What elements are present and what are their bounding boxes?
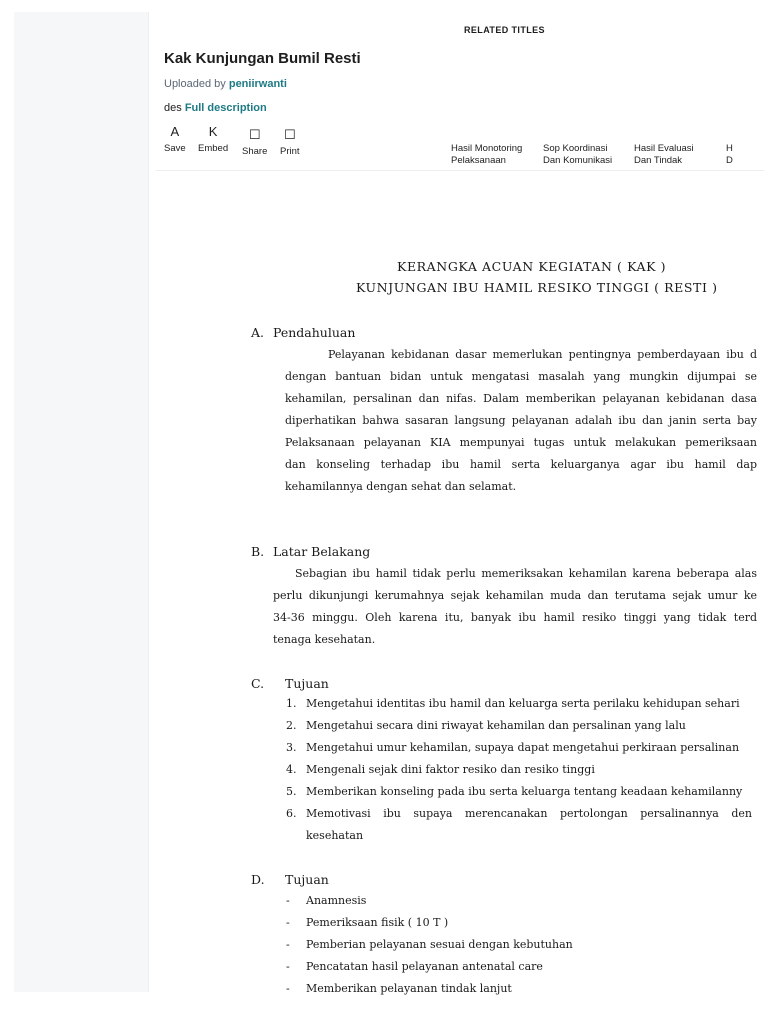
print-label: Print <box>280 146 300 157</box>
share-label: Share <box>242 146 268 157</box>
share-icon: ☐ <box>248 127 261 142</box>
list-number: 6. <box>286 807 297 820</box>
list-number: 5. <box>286 785 297 798</box>
embed-icon: K <box>208 124 218 139</box>
paragraph-line: Pelaksanaan pelayanan KIA mempunyai tugas untuk melakukan pemeriksaan <box>285 436 757 449</box>
list-item <box>286 890 757 912</box>
list-item <box>286 934 757 956</box>
list-bullet: - <box>286 916 290 929</box>
description-line <box>164 102 267 114</box>
section-letter: A. <box>251 325 265 340</box>
document-page <box>156 172 768 1024</box>
paragraph-line: Sebagian ibu hamil tidak perlu memeriksakan kehamilan karena beberapa alas <box>295 567 757 580</box>
list-text: Mengetahui umur kehamilan, supaya dapat mengetahui perkiraan persalinan <box>306 741 740 754</box>
paragraph-line: tenaga kesehatan. <box>273 633 376 646</box>
paragraph-line: 34-36 minggu. Oleh karena itu, banyak ibu hamil resiko tinggi yang tidak terd <box>273 611 757 624</box>
paragraph-line: dan konseling terhadap ibu hamil serta keluarganya agar ibu hamil dap <box>285 458 757 471</box>
document-title: Kak Kunjungan Bumil Resti <box>164 50 361 67</box>
print-button[interactable] <box>280 127 300 157</box>
list-text: Mengenali sejak dini faktor resiko dan resiko tinggi <box>306 763 595 776</box>
embed-label: Embed <box>198 143 229 154</box>
uploaded-by-label: Uploaded by <box>164 78 226 90</box>
related-title-line: Dan Tindak <box>634 155 683 166</box>
list-bullet: - <box>286 938 290 951</box>
related-title-item[interactable] <box>451 143 537 167</box>
print-icon: ☐ <box>283 127 296 142</box>
section-heading <box>251 676 329 691</box>
save-label: Save <box>164 143 186 154</box>
list-text: kesehatan <box>306 829 364 842</box>
document-subheading: KUNJUNGAN IBU HAMIL RESIKO TINGGI ( RESTI ) <box>356 280 718 295</box>
share-button[interactable] <box>242 127 267 157</box>
list-bullet: - <box>286 960 290 973</box>
related-title-item[interactable] <box>634 143 720 167</box>
list-text: Anamnesis <box>306 894 367 907</box>
list-item <box>286 803 757 825</box>
list-item <box>286 978 757 1000</box>
list-text: Memotivasi ibu supaya merencanakan pertolongan persalinannya den <box>306 807 752 820</box>
list-item <box>286 693 757 715</box>
list-item-continuation <box>286 825 757 847</box>
paragraph-line: kehamilannya dengan sehat dan selamat. <box>285 480 517 493</box>
related-title-line: Hasil Monotoring <box>451 143 523 154</box>
list-text: Mengetahui identitas ibu hamil dan keluarga serta perilaku kehidupan sehari <box>306 697 740 710</box>
uploader-line <box>164 78 287 90</box>
section-title: Pendahuluan <box>273 325 356 340</box>
related-title-line: Dan Komunikasi <box>543 155 613 166</box>
section-letter: B. <box>251 544 265 559</box>
list-bullet: - <box>286 982 290 995</box>
section-heading <box>251 872 329 887</box>
related-titles-heading: RELATED TITLES <box>464 25 545 35</box>
save-button[interactable] <box>164 124 186 154</box>
list-text: Mengetahui secara dini riwayat kehamilan dan persalinan yang lalu <box>306 719 686 732</box>
list-text: Memberikan pelayanan tindak lanjut <box>306 982 512 995</box>
section-heading <box>251 544 370 559</box>
section-title: Latar Belakang <box>273 544 371 559</box>
paragraph-line: perlu dikunjungi kerumahnya sejak kehamilan muda dan terutama sejak umur ke <box>273 589 757 602</box>
list-number: 3. <box>286 741 297 754</box>
related-title-item[interactable] <box>543 143 629 167</box>
embed-button[interactable] <box>198 124 228 154</box>
document-heading: KERANGKA ACUAN KEGIATAN ( KAK ) <box>397 259 667 274</box>
list-item <box>286 759 757 781</box>
paragraph-line: diperhatikan bahwa sasaran langsung pelayanan adalah ibu dan janin serta bay <box>285 414 757 427</box>
list-text: Memberikan konseling pada ibu serta keluarga tentang keadaan kehamilanny <box>306 785 743 798</box>
related-title-line: Hasil Evaluasi <box>634 143 694 154</box>
list-number: 4. <box>286 763 297 776</box>
related-title-line: D <box>726 155 733 166</box>
list-number: 2. <box>286 719 297 732</box>
section-heading <box>251 325 355 340</box>
section-paragraph <box>285 344 757 498</box>
activities-list <box>286 890 757 1010</box>
left-sidebar <box>14 12 149 992</box>
uploader-link[interactable]: peniirwanti <box>228 78 287 90</box>
list-bullet: - <box>286 894 290 907</box>
section-letter: C. <box>251 676 265 691</box>
related-title-item[interactable] <box>726 143 766 167</box>
related-title-line: Sop Koordinasi <box>543 143 608 154</box>
section-letter: D. <box>251 872 265 887</box>
list-item <box>286 715 757 737</box>
section-paragraph <box>273 563 757 651</box>
paragraph-line: kehamilan, persalinan dan nifas. Dalam memberikan pelayanan kebidanan dasa <box>285 392 757 405</box>
objectives-list <box>286 693 757 853</box>
section-title: Tujuan <box>285 872 329 887</box>
paragraph-line: dengan bantuan bidan untuk mengatasi masalah yang mungkin dijumpai se <box>285 370 757 383</box>
list-text: Pemeriksaan fisik ( 10 T ) <box>306 916 449 929</box>
related-title-line: Pelaksanaan <box>451 155 506 166</box>
list-number: 1. <box>286 697 297 710</box>
list-item <box>286 781 757 803</box>
list-item <box>286 737 757 759</box>
list-item <box>286 956 757 978</box>
related-title-line: H <box>726 143 733 154</box>
save-icon: A <box>170 124 180 139</box>
full-description-link[interactable]: Full description <box>184 102 267 114</box>
description-snippet: des <box>164 102 182 114</box>
list-item <box>286 912 757 934</box>
list-text: Pencatatan hasil pelayanan antenatal care <box>306 960 543 973</box>
section-title: Tujuan <box>285 676 329 691</box>
paragraph-line: Pelayanan kebidanan dasar memerlukan pentingnya pemberdayaan ibu d <box>328 348 757 361</box>
list-text: Pemberian pelayanan sesuai dengan kebutuhan <box>306 938 573 951</box>
